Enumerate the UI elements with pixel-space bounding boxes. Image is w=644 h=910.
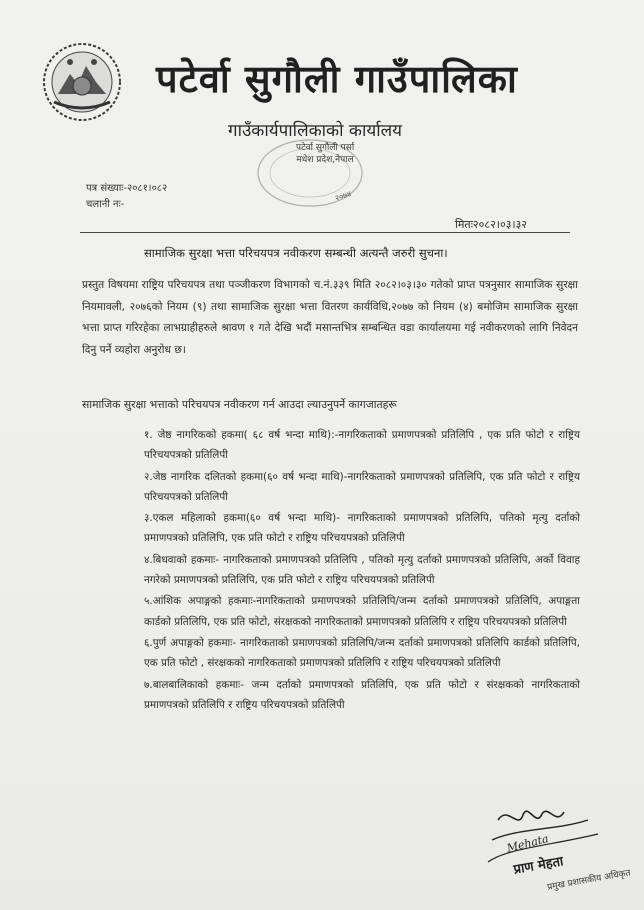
subject-line: सामाजिक सुरक्षा भत्ता परिचयपत्र नवीकरण सम्बन्धी अत्यन्तै जरुरी सुचना। bbox=[144, 246, 448, 260]
office-name: गाउँकार्यपालिकाको कार्यालय bbox=[228, 121, 403, 141]
letter-number: पत्र संख्याः-२०८१।०८२ bbox=[86, 183, 168, 194]
list-item: ५.आंशिक अपाङ्गको हकमाः-नागरिकताको प्रमाणपत्रको प्रतिलिपि/जन्म दर्ताको प्रमाणपत्रको प्रतिलिपि, अपाङ्गता कार्डको प्रतिलिपि, एक प्रति फोटो, संरक्षकको नागरिकताको प्रमाणपत्रको प्रतिलिपि र राष्ट्रिय परिचयपत्रको प्रतिलिपी bbox=[144, 595, 580, 628]
list-item: ७.बालबालिकाको हकमाः- जन्म दर्ताको प्रमाणपत्रको प्रतिलिपि, एक प्रति फोटो र संरक्षकको नागरिकताको प्रमाणपत्रको प्रतिलिपि र राष्ट्रिय परिचयपत्रको प्रतिलिपी bbox=[144, 678, 580, 711]
body-paragraph: प्रस्तुत विषयमा राष्ट्रिय परिचयपत्र तथा पञ्जीकरण विभागको च.नं.३३९ मिति २०८२।०३।३० गतेको प्राप्त पत्रनुसार सामाजिक सुरक्षा नियमावली, २०७६को नियम (९) तथा सामाजिक सुरक्षा भत्ता वितरण कार्यविधि,२०७७ को नियम (४) बमोजिम सामाजिक सुरक्षा भत्ता प्राप्त गरिरहेका लाभग्राहीहरुले श्रावण १ गते देखि भदौं मसान्तभित्र सम्बन्धित वडा कार्यालयमा गई नवीकरणको लागि निवेदन दिनु पर्ने व्यहोरा अनुरोध छ। bbox=[82, 279, 578, 356]
municipality-title: पटेर्वा सुगौली गाउँपालिका bbox=[156, 57, 518, 101]
address-line-2: मधेश प्रदेश,नेपाल bbox=[296, 155, 354, 165]
list-item: ३.एकल महिलाको हकमा(६० वर्ष भन्दा माथि)- नागरिकताको प्रमाणपत्रको प्रतिलिपि, पतिको मृत्यु दर्ताको प्रमाणपत्रको प्रतिलिपि, एक प्रति फोटो र राष्ट्रिय परिचयपत्रको प्रतिलिपी bbox=[144, 512, 580, 545]
documents-heading: सामाजिक सुरक्षा भत्ताको परिचयपत्र नवीकरण गर्न आउदा ल्याउनुपर्ने कागजातहरू bbox=[82, 398, 397, 411]
svg-text:Mehata: Mehata bbox=[505, 832, 550, 855]
signer-name: प्राण मेहता bbox=[512, 854, 565, 878]
nepal-government-emblem-icon bbox=[40, 40, 124, 124]
header-divider bbox=[80, 232, 570, 233]
list-item: ४.बिधवाको हकमाः- नागरिकताको प्रमाणपत्रको प्रतिलिपि , पतिको मृत्यु दर्ताको प्रमाणपत्रको प्रतिलिपि, अर्को विवाह नगरेको प्रमाणपत्रको प्रतिलिपि, एक प्रति फोटो र राष्ट्रिय परिचयपत्रको प्रतिलिपी bbox=[144, 553, 580, 587]
address-line-1: पटेर्वा सुगौली पर्सा bbox=[296, 143, 355, 153]
reference-block bbox=[86, 181, 167, 213]
dispatch-number: चलानी नः- bbox=[86, 199, 125, 210]
list-item: ६.पुर्ण अपाङ्गको हकमाः- नागरिकताको प्रमाणपत्रको प्रतिलिपि/जन्म दर्ताको प्रमाणपत्रको प्रतिलिपि कार्डको प्रतिलिपि, एक प्रति फोटो , संरक्षकको नागरिकताको प्रमाणपत्रको प्रतिलिपि र राष्ट्रिय परिचयपत्रको प्रतिलिपी bbox=[144, 636, 580, 670]
letter-date: मितः२०८२।०३।३२ bbox=[455, 218, 528, 231]
list-item: २.जेष्ठ नागरिक दलितको हकमा(६० वर्ष भन्दा माथि)-नागरिकताको प्रमाणपत्रको प्रतिलिपि, एक प्रति फोटो र राष्ट्रिय परिचयपत्रको प्रतिलिपी bbox=[144, 470, 580, 503]
documents-list bbox=[144, 425, 580, 716]
list-item: १. जेष्ठ नागरिकको हकमा( ६८ वर्ष भन्दा माथि):-नागरिकताको प्रमाणपत्रको प्रतिलिपि , एक प्रति फोटो र राष्ट्रिय परिचयपत्रको प्रतिलिपी bbox=[144, 429, 580, 462]
signer-title: प्रमुख प्रशासकीय अधिकृत bbox=[546, 868, 632, 893]
svg-text:२०७४: २०७४ bbox=[333, 189, 353, 203]
office-address bbox=[296, 142, 354, 166]
